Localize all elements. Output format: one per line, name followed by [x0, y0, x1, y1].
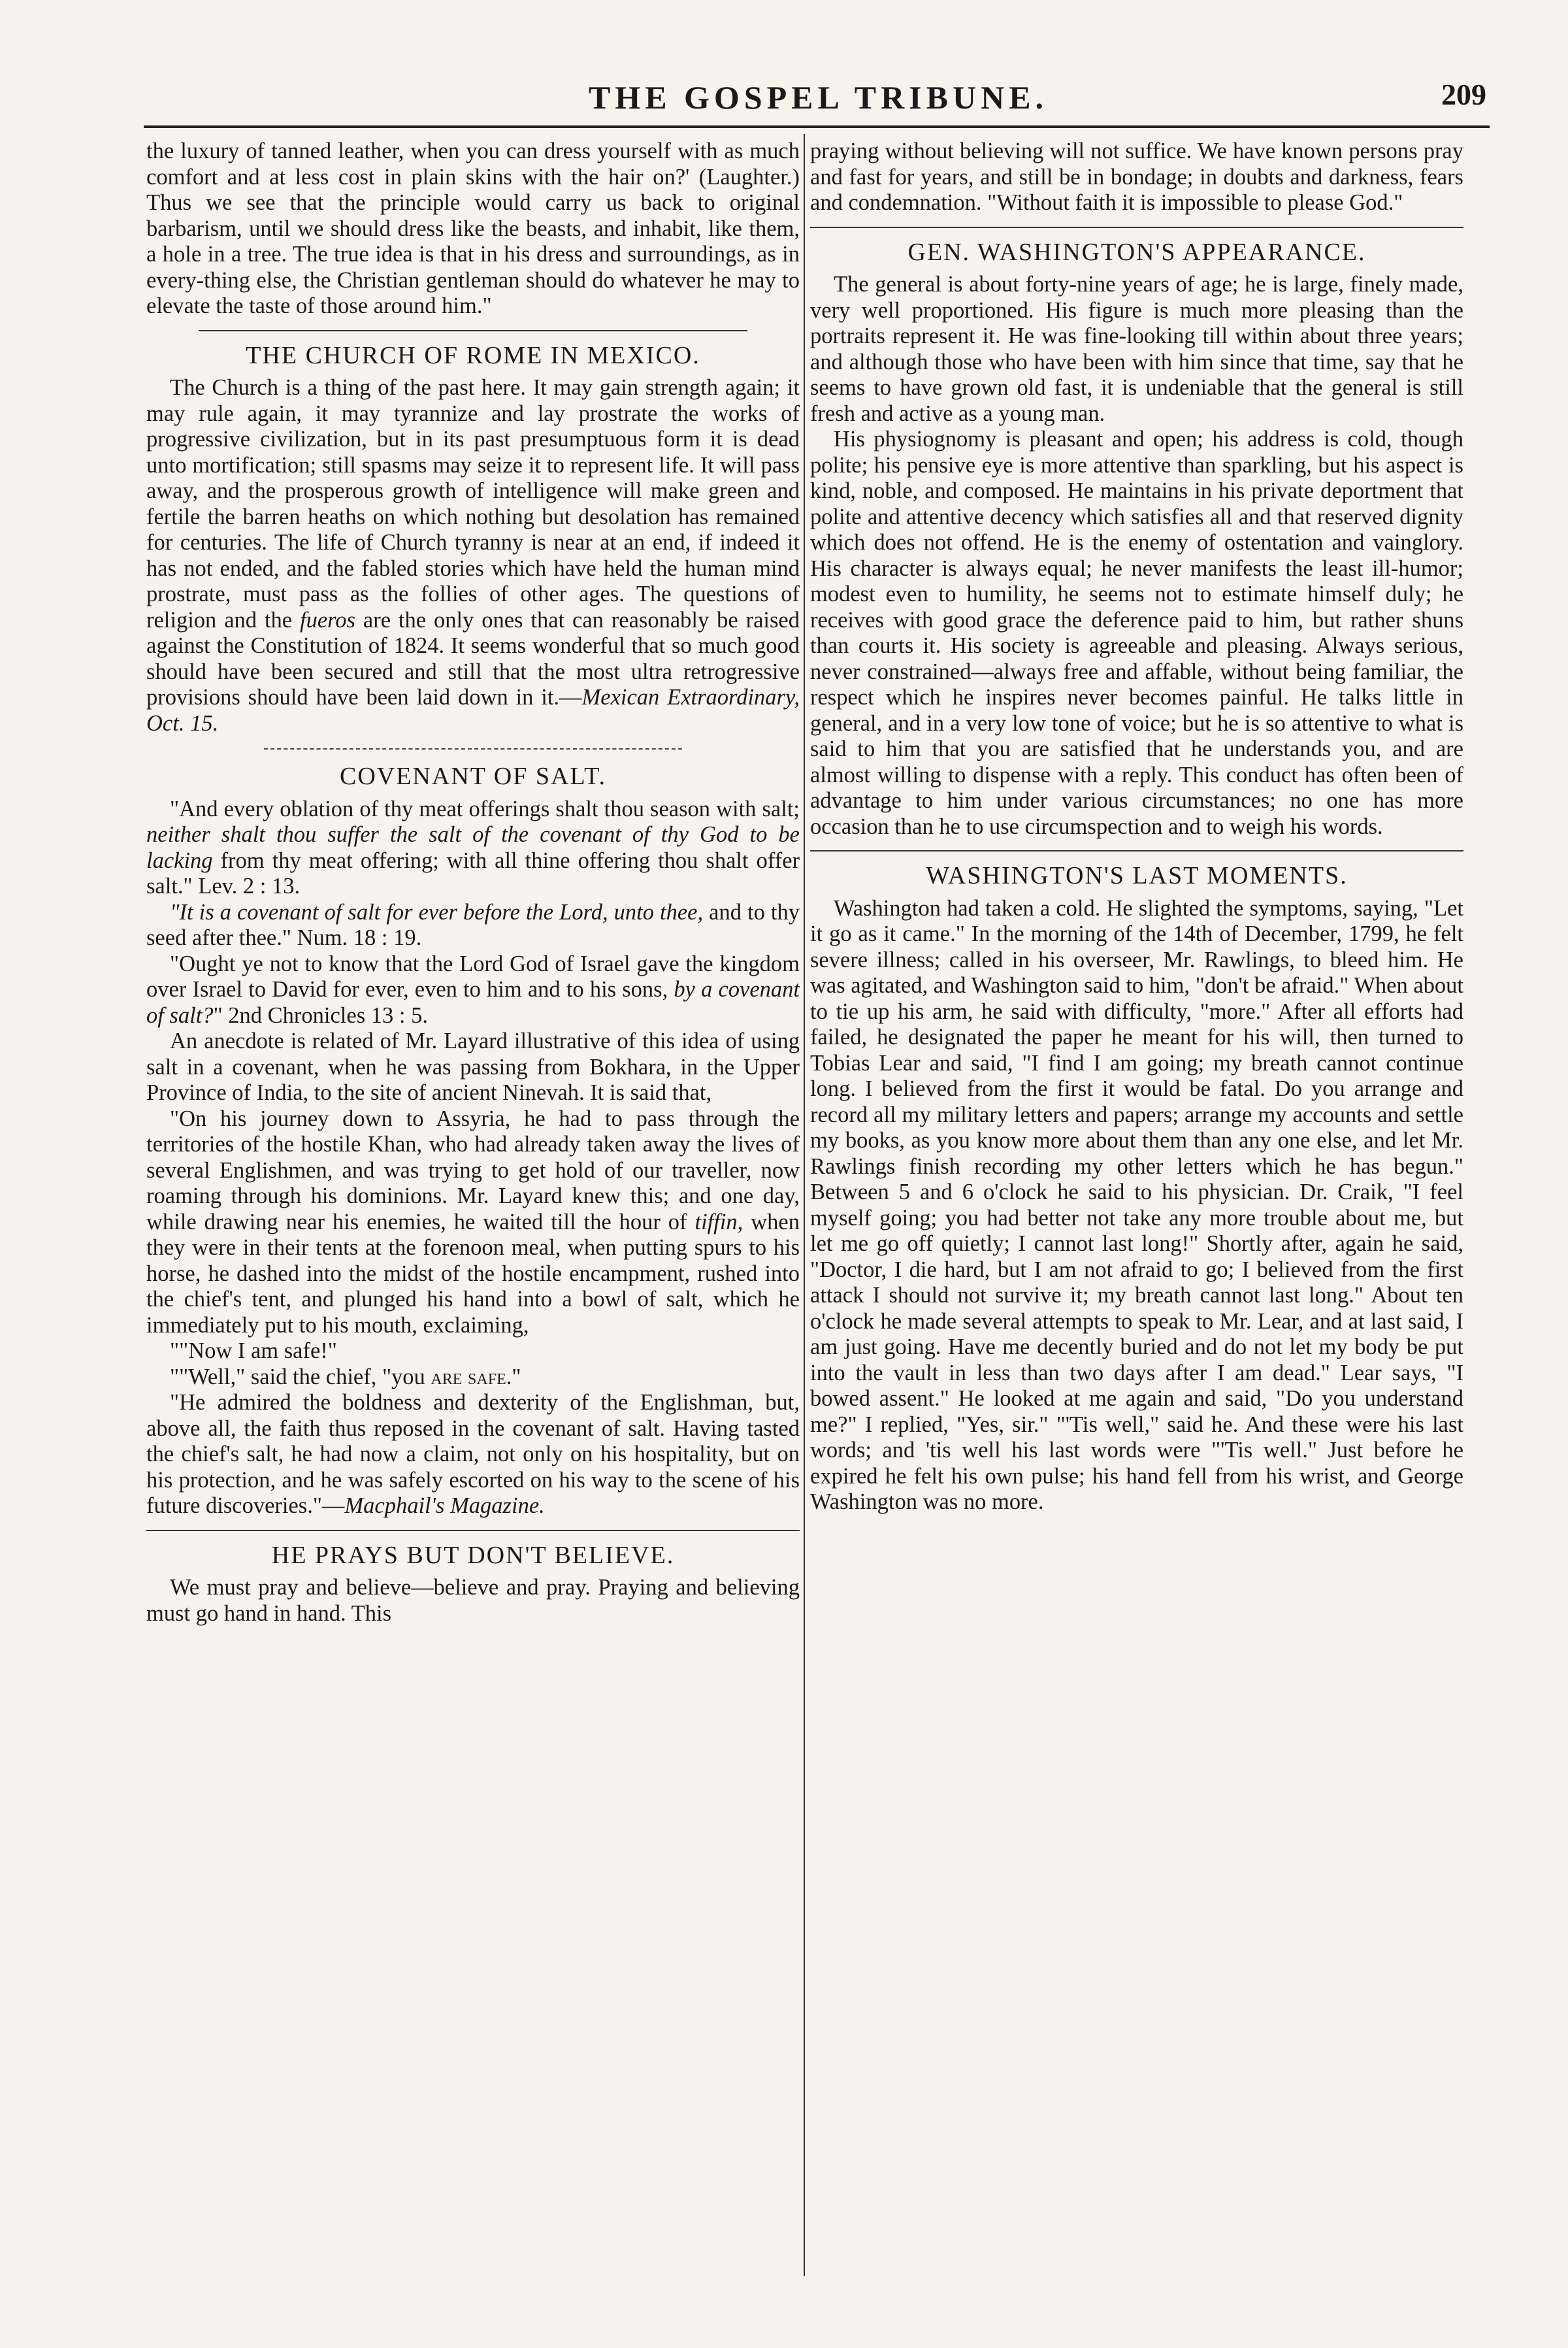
continuation-paragraph: praying without believing will not suffice. We have known persons pray and fast for years, and still be in bondage; in doubts and darkness, fears and condemnation. "Without faith it is impossible to please God." [810, 139, 1463, 215]
italic-text: tiffin, [694, 1209, 743, 1234]
body-text: and to thy seed after thee." Num. 18 : 19. [146, 899, 800, 950]
scripture-quote [146, 797, 800, 900]
right-column [810, 139, 1463, 2276]
continuation-paragraph: the luxury of tanned leather, when you can dress yourself with as much comfort and at less cost in plain skins with the hair on?' (Laughter.) Thus we see that the principle would carry us back to original barbarism, until we should dress like the beasts, and inhabit, like them, a hole in a tree. The true idea is that in his dress and surroundings, as in every-thing else, the Christian gentleman should do whatever he may to elevate the taste of those around him." [146, 139, 800, 318]
page-number: 209 [1441, 78, 1486, 111]
italic-text: neither shalt thou suffer the salt of the covenant of thy God to be lacking [146, 822, 800, 873]
section-rule [264, 748, 682, 750]
body-text: "He admired the boldness and dexterity of the Englishman, but, above all, the faith thus reposed in the covenant of salt. Having tasted the chief's salt, he had now a claim, not only on his hospitality, but on his protection, and he was safely escorted on his way to the scene of his future discoveries."— [146, 1390, 800, 1518]
article-body: We must pray and believe—believe and pray. Praying and believing must go hand in hand. This [146, 1575, 800, 1626]
article-washington-last-moments [810, 863, 1463, 1515]
article-title: HE PRAYS BUT DON'T BELIEVE. [271, 1541, 675, 1569]
body-text: ""Well," said the chief, "you [170, 1364, 431, 1389]
italic-term: fueros [300, 607, 355, 633]
body-text: when they were in their tents at the forenoon meal, when putting spurs to his horse, he dashed into the midst of the hostile encampment, rushed into the chief's tent, and plunged his hand into a bowl of salt, which he immediately put to his mouth, exclaiming, [146, 1209, 800, 1338]
article-paragraph: An anecdote is related of Mr. Layard illustrative of this idea of using salt in a covenant, when he was passing from Bokhara, in the Upper Province of India, to the site of ancient Ninevah. It is said that, [146, 1029, 800, 1105]
body-text: "And every oblation of thy meat offerings shalt thou season with salt; [170, 796, 800, 821]
article-he-prays [146, 1543, 800, 1627]
scripture-quote [146, 900, 800, 951]
left-column [146, 139, 800, 2276]
article-paragraph [146, 1106, 800, 1339]
body-text: "Ought ye not to know that the Lord God of Israel gave the kingdom over Israel to David for ever, even to him and to his sons, [146, 951, 800, 1002]
article-covenant-of-salt [146, 764, 800, 1519]
article-paragraph: The general is about forty-nine years of age; he is large, finely made, very well proportioned. His figure is much more pleasing than the portraits represent it. He was fine-looking till within about three years; and although those who have been with him since that time, say that he seems to have grown old fast, it is undeniable that the general is still fresh and active as a young man. [810, 272, 1463, 426]
article-paragraph: ""Now I am safe!" [170, 1338, 337, 1363]
article-body [146, 375, 800, 736]
body-text: from thy meat offering; with all thine offering thou shalt offer salt." Lev. 2 : 13. [146, 848, 800, 899]
scripture-quote [146, 951, 800, 1029]
article-church-of-rome [146, 343, 800, 737]
body-text: " [512, 1364, 521, 1389]
source-citation: Mexican Extraordinary, Oct. 15. [146, 685, 800, 736]
article-body: Washington had taken a cold. He slighted the symptoms, saying, "Let it go as it came." In the morning of the 14th of December, 1799, he felt severe illness; called in his overseer, Mr. Rawlings, to bleed him. He was agitated, and Washington said to him, "don't be afraid." When about to tie up his arm, he said with difficulty, "more." After all efforts had failed, he designated the paper he meant for his will, then turned to Tobias Lear and said, "I find I am going; my breath cannot continue long. I believed from the first it would be fatal. Do you arrange and record all my military letters and papers; arrange my accounts and settle my books, as you know more about them than any one else, and let Mr. Rawlings finish recording my other letters which he has begun." Between 5 and 6 o'clock he said to his physician. Dr. Craik, "I feel myself going; you had better not take any more trouble about me, but let me go off quietly; I cannot last long!" Shortly after, again he said, "Doctor, I die hard, but I am not afraid to go; I believed from the first attack I should not survive it; my breath cannot last long." About ten o'clock he made several attempts to speak to Mr. Lear, and at last said, I am just going. Have me decently buried and do not let my body be put into the vault in less than two days after I am dead." Lear says, "I bowed assent." He looked at me again and said, "Do you understand me?" I replied, "Yes, sir." "'Tis well," said he. And these were his last words; and 'tis well his last words were "'Tis well." Just before he expired he felt his own pulse; his hand fell from his wrist, and George Washington was no more. [810, 895, 1463, 1514]
source-citation: Macphail's Magazine. [344, 1493, 545, 1518]
article-paragraph [146, 1364, 800, 1391]
column-divider [804, 134, 805, 2276]
page-header [150, 71, 1486, 123]
section-rule [199, 330, 747, 331]
body-text: "On his journey down to Assyria, he had to pass through the territories of the hostile Khan, who had already taken away the lives of several Englishmen, and was trying to get hold of our traveller, now roaming through his dominions. Mr. Layard knew this; and one day, while drawing near his enemies, he waited till the hour of [146, 1106, 800, 1234]
italic-text: by a covenant of salt? [146, 977, 800, 1028]
article-title: COVENANT OF SALT. [339, 763, 607, 790]
article-paragraph: His physiognomy is pleasant and open; his address is cold, though polite; his pensive eye is more attentive than sparkling, but his aspect is kind, noble, and composed. He maintains in his private deportment that polite and attentive decency which satisfies all and that reserved dignity which does not offend. He is the enemy of ostentation and vainglory. His character is always equal; he never manifests the least ill-humor; modest even to humility, he seems not to estimate himself duly; he receives with good grace the deference paid to him, but rather shuns than courts it. His society is agreeable and pleasing. Always serious, never constrained—always free and affable, without being familiar, the respect which he inspires never becomes painful. He talks little in general, and in a very low tone of voice; but he is so attentive to what is said to him that you are satisfied that he understands you, and are almost willing to dispense with a reply. This conduct has often been of advantage to him under various circumstances; no one has more occasion than he to use circumspection and to weigh his words. [810, 427, 1463, 839]
section-rule [810, 850, 1463, 852]
header-rule [144, 125, 1490, 128]
body-text: " 2nd Chronicles 13 : 5. [213, 1002, 428, 1028]
body-text: are the only ones that can reasonably be raised against the Constitution of 1824. It seems wonderful that so much good should have been secured and still that the most ultra retrogressive provisions should have been laid down in it.— [146, 607, 800, 710]
italic-text: "It is a covenant of salt for ever before the Lord, unto thee, [170, 899, 704, 925]
article-title: THE CHURCH OF ROME IN MEXICO. [246, 341, 700, 369]
section-rule [810, 227, 1463, 228]
article-washington-appearance [810, 240, 1463, 840]
article-title: GEN. WASHINGTON'S APPEARANCE. [907, 238, 1366, 266]
article-paragraph [146, 1390, 800, 1519]
body-text: The Church is a thing of the past here. It may gain strength again; it may rule again, it may tyrannize and lay prostrate the works of progressive civilization, but in its past presumptuous form it is dead unto mortification; still spasms may seize it to represent life. It will pass away, and the prosperous growth of intelligence will make green and fertile the barren heaths on which nothing but desolation has remained for centuries. The life of Church tyranny is near at an end, if indeed it has not ended, and the fabled stories which have held the human mind prostrate, must pass as the follies of other ages. The questions of religion and the [146, 375, 800, 633]
article-title: WASHINGTON'S LAST MOMENTS. [926, 862, 1348, 889]
section-rule [146, 1530, 800, 1531]
journal-title: THE GOSPEL TRIBUNE. [588, 79, 1049, 116]
small-caps-text: are safe. [431, 1364, 512, 1389]
